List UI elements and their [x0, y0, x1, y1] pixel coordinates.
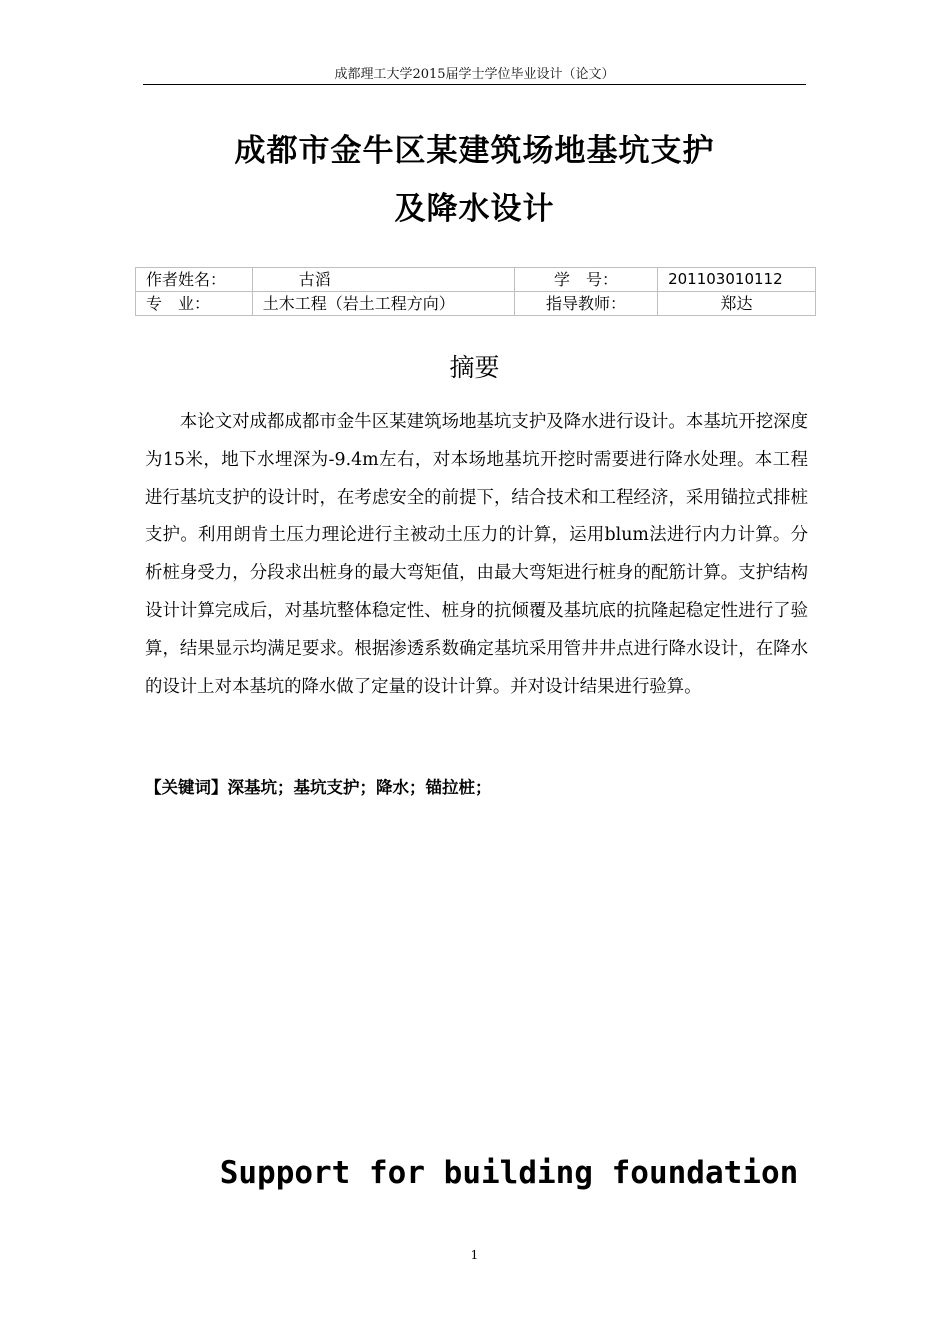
advisor-label: 指导教师：: [514, 292, 657, 316]
thesis-title-line-2: 及降水设计: [394, 191, 555, 227]
student-id-label: 学 号：: [514, 268, 657, 292]
page-number: 1: [470, 1248, 479, 1262]
author-label: 作者姓名：: [136, 268, 253, 292]
major-label: 专 业：: [136, 292, 253, 316]
major-value: 土木工程（岩土工程方向）: [252, 292, 514, 316]
author-info-table: [135, 267, 816, 316]
header-rule: [143, 84, 806, 85]
author-value: 古滔: [252, 268, 514, 292]
abstract-heading: 摘要: [449, 353, 500, 382]
keywords-line: [145, 774, 808, 802]
keywords-label: 【关键词】: [145, 778, 228, 797]
english-title: Support for building foundation: [219, 1155, 799, 1191]
advisor-value: 郑达: [658, 292, 816, 316]
info-row-1: [136, 268, 816, 292]
info-row-2: [136, 292, 816, 316]
student-id-value: 201103010112: [658, 268, 816, 292]
running-header: 成都理工大学2015届学士学位毕业设计（论文）: [334, 67, 615, 82]
thesis-title-line-1: 成都市金牛区某建筑场地基坑支护: [234, 133, 715, 169]
abstract-body: 本论文对成都成都市金牛区某建筑场地基坑支护及降水进行设计。本基坑开挖深度为15米，地下水埋深为-9.4m左右，对本场地基坑开挖时需要进行降水处理。本工程进行基坑支护的设计时，在考虑安全的前提下，结合技术和工程经济，采用锚拉式排桩支护。利用朗肯土压力理论进行主被动土压力的计算，运用blum法进行内力计算。分析桩身受力，分段求出桩身的最大弯矩值，由最大弯矩进行桩身的配筋计算。支护结构设计计算完成后，对基坑整体稳定性、桩身的抗倾覆及基坑底的抗隆起稳定性进行了验算，结果显示均满足要求。根据渗透系数确定基坑采用管井井点进行降水设计，在降水的设计上对本基坑的降水做了定量的设计计算。并对设计结果进行验算。: [145, 412, 808, 697]
keywords-list: 深基坑；基坑支护；降水；锚拉桩；: [227, 778, 492, 797]
